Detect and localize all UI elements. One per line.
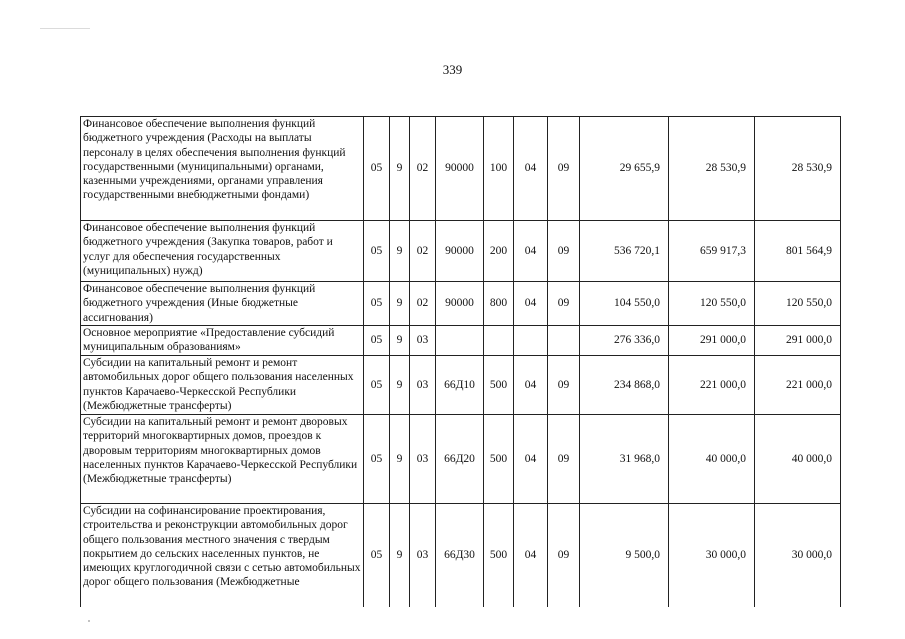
row-code-3: 03 (410, 415, 436, 504)
row-code-2: 9 (390, 415, 410, 504)
row-description: Субсидии на капитальный ремонт и ремонт дворовых территорий многоквартирных домов, проездов к дворовым территориям многоквартирных домов населенных пунктов Карачаево-Черкесской Республики (Межбюджетные трансферты) (81, 415, 364, 504)
row-amount-3: 291 000,0 (755, 326, 841, 356)
row-code-1: 05 (364, 326, 390, 356)
row-code-4 (436, 326, 484, 356)
row-description: Финансовое обеспечение выполнения функций бюджетного учреждения (Иные бюджетные ассигнования) (81, 282, 364, 326)
row-code-7 (548, 326, 580, 356)
scan-speck (40, 28, 90, 29)
row-code-4: 66Д20 (436, 415, 484, 504)
table-row (81, 415, 841, 504)
row-code-2: 9 (390, 326, 410, 356)
budget-table (80, 116, 841, 607)
row-description: Финансовое обеспечение выполнения функций бюджетного учреждения (Закупка товаров, работ и услуг для обеспечения государственных (муниципальных) нужд) (81, 221, 364, 282)
row-code-2: 9 (390, 504, 410, 607)
row-code-6: 04 (514, 356, 548, 415)
row-code-1: 05 (364, 282, 390, 326)
row-amount-2: 659 917,3 (669, 221, 755, 282)
row-code-6 (514, 326, 548, 356)
row-amount-1: 234 868,0 (580, 356, 669, 415)
row-code-3: 02 (410, 221, 436, 282)
row-code-6: 04 (514, 221, 548, 282)
row-code-3: 02 (410, 282, 436, 326)
row-description: Субсидии на софинансирование проектирования, строительства и реконструкции автомобильных дорог общего пользования местного значения с твердым покрытием до сельских населенных пунктов, не имеющих круглогодичной связи с сетью автомобильных дорог общего пользования (Межбюджетные (81, 504, 364, 607)
row-amount-2: 291 000,0 (669, 326, 755, 356)
row-code-7: 09 (548, 415, 580, 504)
row-amount-3: 28 530,9 (755, 117, 841, 221)
row-amount-1: 104 550,0 (580, 282, 669, 326)
table-row (81, 504, 841, 607)
table-row (81, 117, 841, 221)
row-code-4: 90000 (436, 221, 484, 282)
table-row (81, 282, 841, 326)
row-code-5 (484, 326, 514, 356)
row-code-5: 500 (484, 504, 514, 607)
row-code-1: 05 (364, 221, 390, 282)
row-amount-2: 120 550,0 (669, 282, 755, 326)
row-code-5: 500 (484, 356, 514, 415)
row-amount-1: 536 720,1 (580, 221, 669, 282)
row-amount-3: 801 564,9 (755, 221, 841, 282)
row-amount-2: 28 530,9 (669, 117, 755, 221)
row-code-4: 90000 (436, 117, 484, 221)
row-code-7: 09 (548, 117, 580, 221)
row-amount-3: 30 000,0 (755, 504, 841, 607)
scan-speck (88, 620, 90, 622)
row-amount-1: 276 336,0 (580, 326, 669, 356)
row-amount-2: 40 000,0 (669, 415, 755, 504)
row-code-4: 90000 (436, 282, 484, 326)
row-code-5: 100 (484, 117, 514, 221)
row-code-1: 05 (364, 356, 390, 415)
row-code-5: 800 (484, 282, 514, 326)
row-code-6: 04 (514, 117, 548, 221)
row-amount-1: 29 655,9 (580, 117, 669, 221)
row-code-1: 05 (364, 117, 390, 221)
row-amount-2: 221 000,0 (669, 356, 755, 415)
row-code-3: 03 (410, 326, 436, 356)
row-code-7: 09 (548, 356, 580, 415)
table-row (81, 221, 841, 282)
page-number: 339 (442, 62, 463, 77)
row-code-4: 66Д10 (436, 356, 484, 415)
row-amount-3: 120 550,0 (755, 282, 841, 326)
row-code-2: 9 (390, 356, 410, 415)
row-amount-3: 40 000,0 (755, 415, 841, 504)
row-code-3: 03 (410, 356, 436, 415)
row-code-7: 09 (548, 282, 580, 326)
row-description: Финансовое обеспечение выполнения функций бюджетного учреждения (Расходы на выплаты персоналу в целях обеспечения выполнения функций государственными (муниципальными) органами, казенными учреждениями, органами управления государственными внебюджетными фондами) (81, 117, 364, 221)
row-code-1: 05 (364, 415, 390, 504)
row-code-1: 05 (364, 504, 390, 607)
row-code-6: 04 (514, 504, 548, 607)
row-code-7: 09 (548, 504, 580, 607)
row-code-6: 04 (514, 282, 548, 326)
row-description: Субсидии на капитальный ремонт и ремонт автомобильных дорог общего пользования населенных пунктов Карачаево-Черкесской Республики (Межбюджетные трансферты) (81, 356, 364, 415)
row-amount-3: 221 000,0 (755, 356, 841, 415)
table-body (81, 117, 841, 607)
row-code-5: 500 (484, 415, 514, 504)
row-code-6: 04 (514, 415, 548, 504)
row-code-5: 200 (484, 221, 514, 282)
row-amount-1: 31 968,0 (580, 415, 669, 504)
row-code-3: 03 (410, 504, 436, 607)
table-row (81, 356, 841, 415)
row-amount-2: 30 000,0 (669, 504, 755, 607)
row-code-3: 02 (410, 117, 436, 221)
table-row (81, 326, 841, 356)
row-amount-1: 9 500,0 (580, 504, 669, 607)
row-code-4: 66Д30 (436, 504, 484, 607)
row-code-2: 9 (390, 117, 410, 221)
row-code-7: 09 (548, 221, 580, 282)
row-code-2: 9 (390, 221, 410, 282)
row-code-2: 9 (390, 282, 410, 326)
row-description: Основное мероприятие «Предоставление субсидий муниципальным образованиям» (81, 326, 364, 356)
